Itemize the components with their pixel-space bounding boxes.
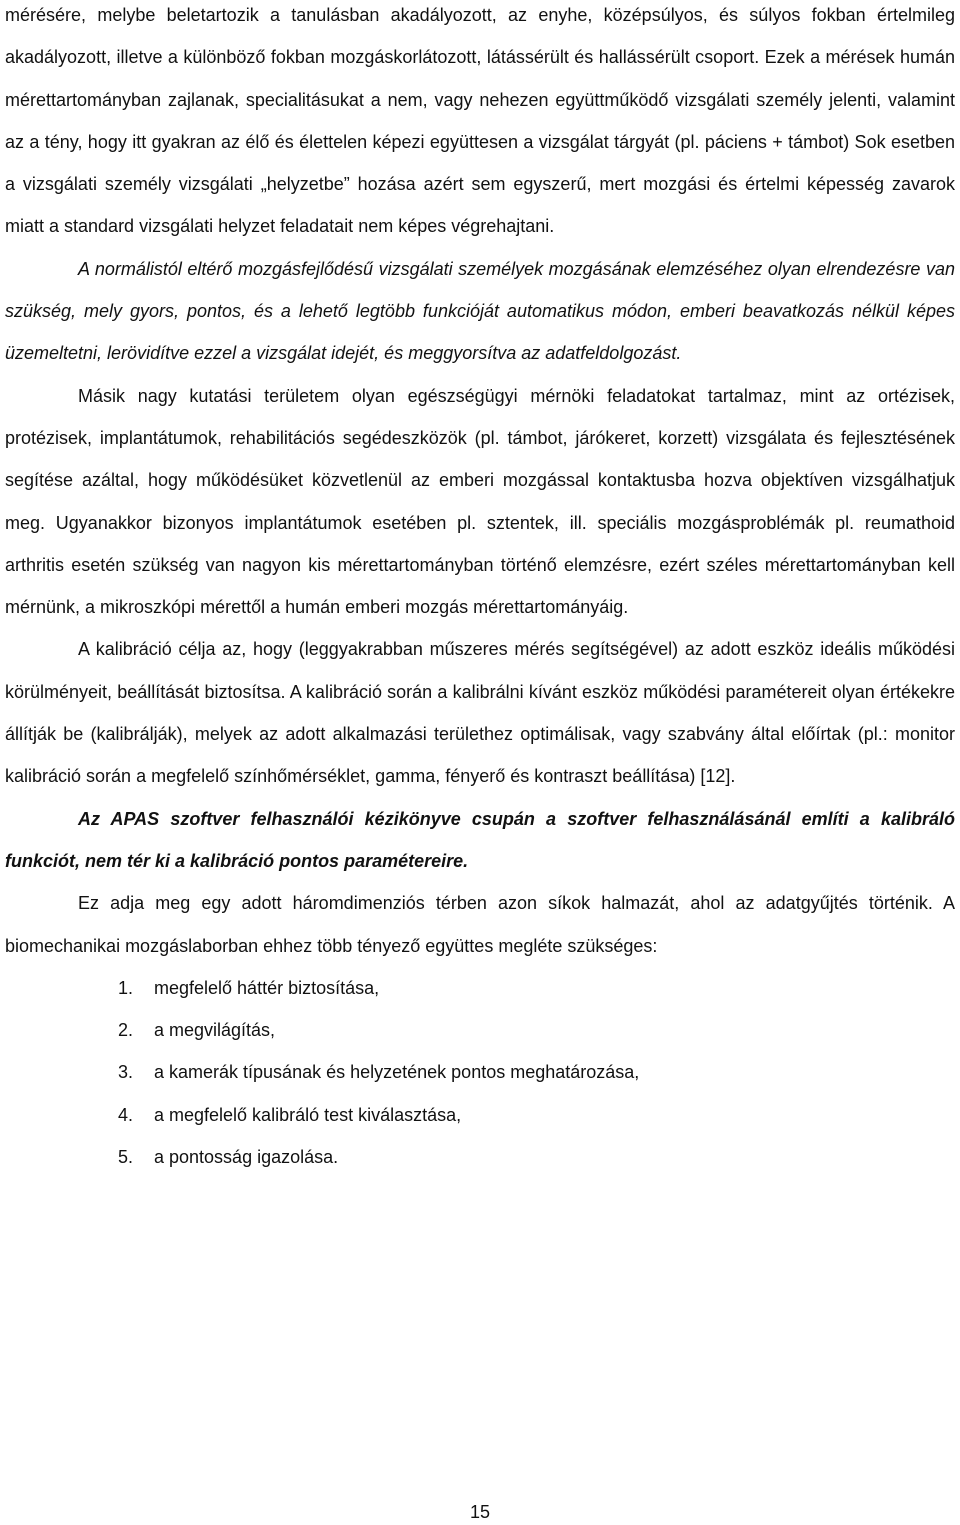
list-item <box>5 1009 955 1051</box>
list-item-number: 1. <box>118 977 134 998</box>
list-item-number: 4. <box>118 1104 134 1125</box>
paragraph-research-area: Másik nagy kutatási területem olyan egészségügyi mérnöki feladatokat tartalmaz, mint az ortézisek, protézisek, implantátumok, rehabilitációs segédeszközök (pl. támbot, járókeret, korzett) vizsgálata és fejlesztésének segítése azáltal, hogy működésüket közvetlenül az emberi mozgással kontaktusba hozva objektíven vizsgálhatjuk meg. Ugyanakkor bizonyos implantátumok esetében pl. sztentek, ill. speciális mozgásproblémák pl. reumathoid arthritis esetén szükség van nagyon kis mérettartományban történő elemzésre, ezért széles mérettartományban kell mérnünk, a mikroszkópi mérettől a humán emberi mozgás mérettartományáig. <box>5 385 955 618</box>
list-item-number: 3. <box>118 1062 134 1083</box>
paragraph-apas-manual: Az APAS szoftver felhasználói kézikönyve csupán a szoftver felhasználásánál említi a kalibráló funkciót, nem tér ki a kalibráció pontos paramétereire. <box>5 808 955 871</box>
list-item-number: 5. <box>118 1147 134 1168</box>
page-number: 15 <box>469 1502 491 1522</box>
paragraph-calibration-goal: A kalibráció célja az, hogy (leggyakrabban műszeres mérés segítségével) az adott eszköz ideális működési körülményeit, beállítását biztosítsa. A kalibráció során a kalibrálni kívánt eszköz működési paramétereit olyan értékekre állítják be (kalibrálják), melyek az adott alkalmazási területhez optimálisak, vagy szabvány által előírtak (pl.: monitor kalibráció során a megfelelő színhőmérséklet, gamma, fényerő és kontraszt beállítása) [12]. <box>5 639 955 787</box>
list-item-text: a pontosság igazolása. <box>154 1147 339 1168</box>
list-item <box>5 967 955 1009</box>
paragraph-patient-groups: mérésére, melybe beletartozik a tanulásban akadályozott, az enyhe, középsúlyos, és súlyos fokban értelmileg akadályozott, illetve a különböző fokban mozgáskorlátozott, látássérült és hallássérült csoport. Ezek a mérések humán mérettartományban zajlanak, specialitásukat a nem, vagy nehezen együttműködő vizsgálati személy jelenti, valamint az a tény, hogy itt gyakran az élő és élettelen képezi együttesen a vizsgálat tárgyát (pl. páciens + támbot) Sok esetben a vizsgálati személy vizsgálati „helyzetbe” hozása azért sem egyszerű, mert mozgási és értelmi képesség zavarok miatt a standard vizsgálati helyzet feladatait nem képes végrehajtani. <box>5 5 955 237</box>
list-item-number: 2. <box>118 1020 134 1041</box>
list-item-text: a kamerák típusának és helyzetének pontos meghatározása, <box>154 1062 640 1083</box>
paragraph-abnormal-movement: A normálistól eltérő mozgásfejlődésű vizsgálati személyek mozgásának elemzéséhez olyan elrendezésre van szükség, mely gyors, pontos, és a lehető legtöbb funkcióját automatikus módon, emberi beavatkozás nélkül képes üzemeltetni, lerövidítve ezzel a vizsgálat idejét, és meggyorsítva az adatfeldolgozást. <box>5 258 955 364</box>
paragraph-data-collection: Ez adja meg egy adott háromdimenziós térben azon síkok halmazát, ahol az adatgyűjtés történik. A biomechanikai mozgáslaborban ehhez több tényező együttes megléte szükséges: <box>5 893 955 956</box>
list-item <box>5 1136 955 1178</box>
list-item <box>5 1051 955 1093</box>
list-item <box>5 1094 955 1136</box>
page-body <box>5 0 955 1178</box>
list-item-text: a megfelelő kalibráló test kiválasztása, <box>154 1104 462 1125</box>
list-item-text: a megvilágítás, <box>154 1020 276 1041</box>
requirements-list <box>5 967 955 1178</box>
list-item-text: megfelelő háttér biztosítása, <box>154 977 380 998</box>
